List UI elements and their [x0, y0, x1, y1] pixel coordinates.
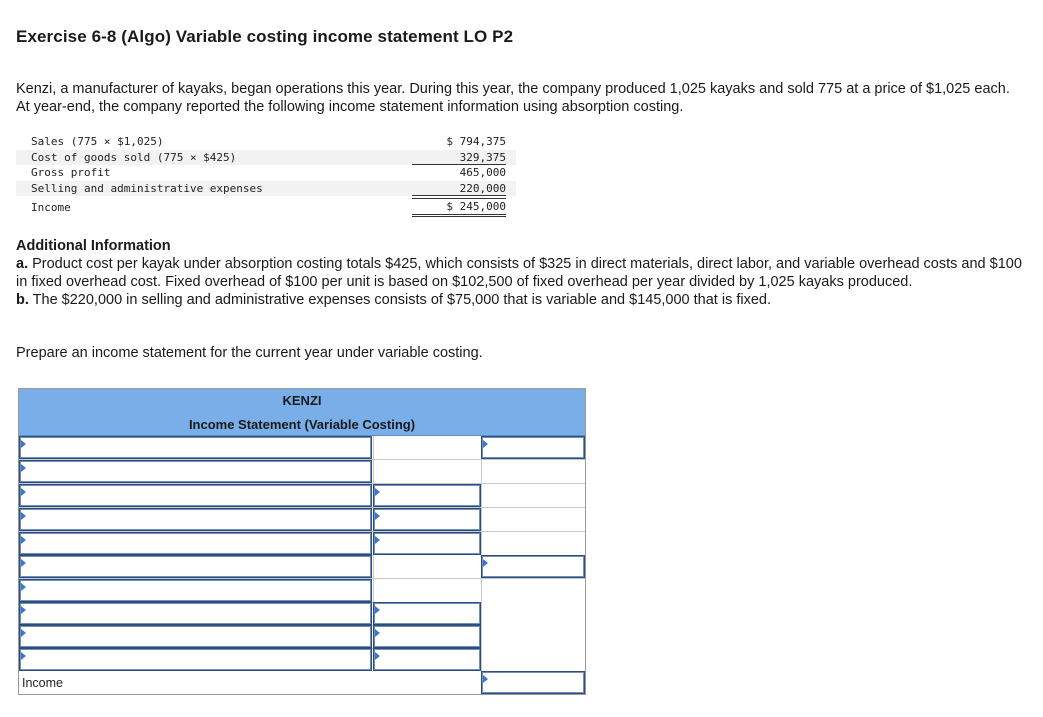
line-item-select[interactable]	[19, 625, 372, 648]
variable-costing-worksheet	[18, 388, 586, 695]
instruction-prompt: Prepare an income statement for the current year under variable costing.	[16, 345, 483, 361]
income-label: Income	[22, 676, 63, 690]
ref-row-cogs	[16, 150, 516, 166]
income-total-input[interactable]	[481, 671, 585, 694]
ref-value: 465,000	[459, 166, 506, 179]
amount-cell	[373, 671, 481, 694]
total-input[interactable]	[481, 436, 585, 459]
total-cell	[481, 460, 585, 483]
info-b-text: The $220,000 in selling and administrative expenses consists of $75,000 that is variable and $145,000 that is fixed.	[28, 292, 772, 308]
total-input[interactable]	[481, 555, 585, 578]
table-row	[19, 508, 585, 532]
amount-input[interactable]	[373, 532, 481, 555]
line-item-select[interactable]	[19, 648, 372, 671]
table-row	[19, 460, 585, 484]
info-a-marker: a.	[16, 256, 29, 272]
amount-input[interactable]	[373, 508, 481, 531]
info-a-text: Product cost per kayak under absorption costing totals $425, which consists of $325 in direct materials, direct labor, and variable overhead costs and $100 in fixed overhead cost. Fixed overhead of $100 per unit is based on $102,500 of fixed overhead per year divided by 1,025 kayaks produced.	[16, 256, 1022, 290]
ref-row-selling-admin	[16, 181, 516, 197]
additional-heading: Additional Information	[16, 238, 171, 254]
ref-label: Income	[31, 201, 71, 214]
line-item-select[interactable]	[19, 460, 372, 483]
total-cell	[481, 508, 585, 531]
company-name: KENZI	[282, 393, 322, 408]
ref-row-sales	[16, 134, 516, 150]
amount-input[interactable]	[373, 602, 481, 625]
table-row	[19, 484, 585, 508]
line-item-select[interactable]	[19, 555, 372, 578]
problem-intro: Kenzi, a manufacturer of kayaks, began operations this year. During this year, the company produced 1,025 kayaks and sold 775 at a price of $1,025 each. At year-end, the company reported the following income statement information using absorption costing.	[16, 81, 1010, 115]
amount-input[interactable]	[373, 625, 481, 648]
amount-cell	[373, 555, 481, 578]
income-row	[19, 671, 585, 694]
ref-value: 329,375	[412, 150, 506, 166]
total-cell	[481, 532, 585, 555]
ref-label: Sales (775 × $1,025)	[31, 135, 164, 148]
ref-label: Gross profit	[31, 166, 111, 179]
total-cell	[481, 484, 585, 507]
line-item-select[interactable]	[19, 508, 372, 531]
table-row	[19, 648, 585, 672]
line-item-select[interactable]	[19, 484, 372, 507]
line-item-select[interactable]	[19, 579, 372, 602]
exercise-title: Exercise 6-8 (Algo) Variable costing income statement LO P2	[16, 27, 514, 46]
additional-information	[16, 237, 1026, 309]
amount-input[interactable]	[373, 484, 481, 507]
table-row	[19, 555, 585, 579]
line-item-select[interactable]	[19, 532, 372, 555]
table-row	[19, 625, 585, 649]
ref-value: $ 794,375	[446, 135, 506, 148]
total-cell	[481, 602, 585, 625]
info-b	[16, 291, 1026, 309]
total-cell	[481, 579, 585, 602]
table-row	[19, 436, 585, 460]
statement-title: Income Statement (Variable Costing)	[188, 417, 416, 432]
line-item-select[interactable]	[19, 602, 372, 625]
worksheet-header	[19, 389, 585, 436]
line-item-select[interactable]	[19, 436, 372, 459]
amount-cell	[373, 436, 481, 459]
table-row	[19, 602, 585, 626]
amount-input[interactable]	[373, 648, 481, 671]
total-cell	[481, 625, 585, 648]
ref-row-gross-profit	[16, 165, 516, 181]
ref-value: $ 245,000	[412, 198, 506, 217]
ref-row-income	[16, 200, 516, 216]
info-a	[16, 255, 1026, 291]
income-label-cell	[19, 671, 372, 694]
amount-cell	[373, 579, 481, 602]
info-b-marker: b.	[16, 292, 29, 308]
table-row	[19, 532, 585, 556]
absorption-income-statement	[16, 134, 516, 216]
amount-cell	[373, 460, 481, 483]
ref-label: Selling and administrative expenses	[31, 181, 263, 195]
total-cell	[481, 648, 585, 671]
ref-value: 220,000	[412, 181, 506, 197]
ref-label: Cost of goods sold (775 × $425)	[31, 150, 237, 164]
table-row	[19, 579, 585, 603]
